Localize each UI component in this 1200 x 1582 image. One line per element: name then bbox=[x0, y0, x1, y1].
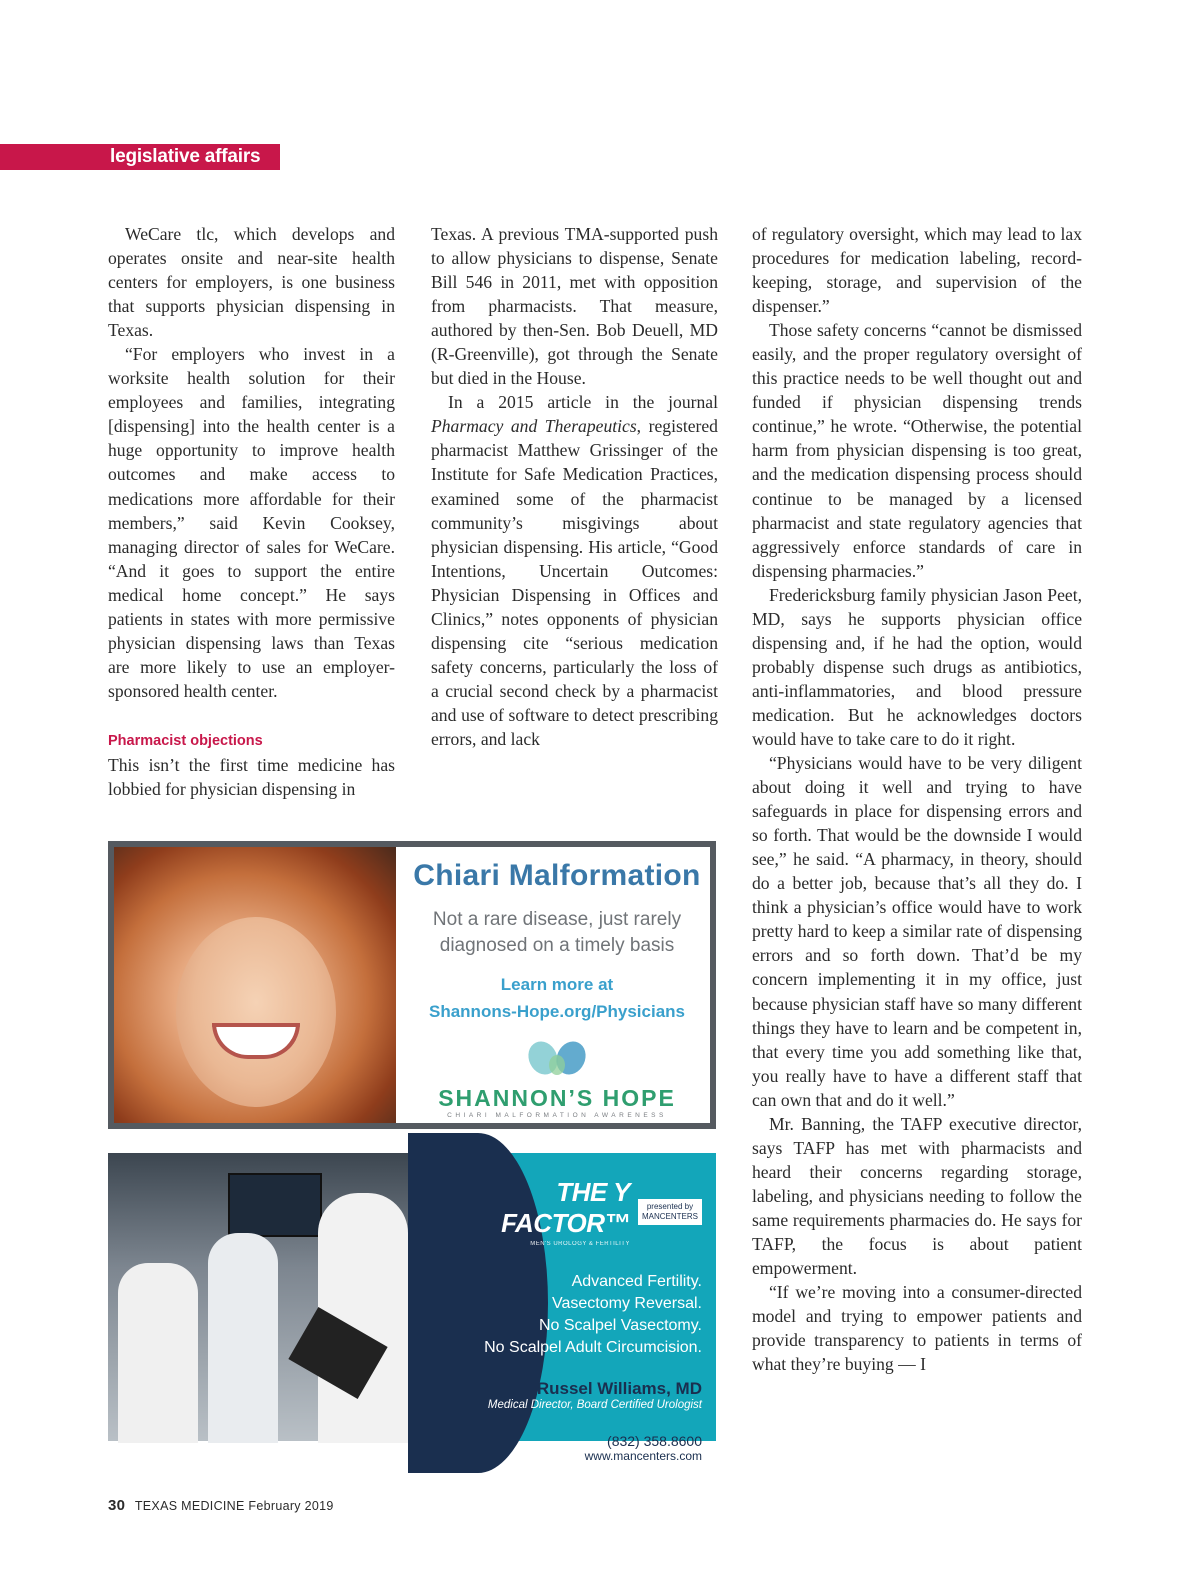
ad-tagline: CHIARI MALFORMATION AWARENESS bbox=[447, 1112, 667, 1119]
woman-portrait-image bbox=[114, 847, 396, 1123]
mancenters-advertisement[interactable] bbox=[108, 1153, 716, 1463]
ad-title: Chiari Malformation bbox=[413, 859, 701, 892]
ad-link[interactable]: Shannons-Hope.org/Physicians bbox=[429, 1002, 685, 1021]
section-banner bbox=[0, 144, 280, 170]
article-column-1 bbox=[108, 222, 395, 801]
subheading: Pharmacist objections bbox=[108, 732, 263, 749]
publication-name: TEXAS MEDICINE bbox=[134, 1499, 245, 1513]
ad-link[interactable]: www.mancenters.com bbox=[584, 1449, 702, 1463]
paragraph: Fredericksburg family physician Jason Peet, MD, says he supports physician office dispensing and, if he had the option, would probably dispense such drugs as antibiotics, anti-inflammatories, and blood pressure medication. But he acknowledges doctors would have to take care to do it right. bbox=[752, 584, 1082, 749]
paragraph: “Physicians would have to be very diligent about doing it well and trying to have safeguards in place for dispensing errors and so forth. That would be the downside I would see,” he said. “A pharmacy, in theory, should do a better job, because that’s all they do. I think a physician’s office would have to work pretty hard to keep a similar rate of dispensing errors and so forth down. That’d be my concern implementing it in my office, just because physician staff have so many different things they have to learn and be competent in, that every time you add something like that, you really have to have a different staff that can own that and do it well.” bbox=[752, 753, 1082, 1110]
paragraph: of regulatory oversight, which may lead to lax procedures for medication labeling, record-keeping, storage, and supervision of the dispenser.” bbox=[752, 224, 1082, 317]
ad-phone[interactable]: (832) 358.8600 bbox=[607, 1433, 702, 1449]
paragraph: Those safety concerns “cannot be dismissed easily, and the proper regulatory oversight of this practice needs to be well thought out and funded if physician dispensing trends continue,” he wrote. “Otherwise, the potential harm from physician dispensing is too great, and the medication dispensing process should continue to be managed by a licensed pharmacist and state regulatory agencies that aggressively enforce standards of care in dispensing pharmacies.” bbox=[752, 320, 1082, 581]
paragraph-text: , registered pharmacist Matthew Grissinger of the Institute for Safe Medication Practices, examined some of the pharmacist community’s misgivings about physician dispensing. His article, “Good Intentions, Uncertain Outcomes: Physician Dispensing in Offices and Clinics,” notes opponents of physician dispensing cite “serious medication safety concerns, particularly the loss of a crucial second check by a pharmacist and use of software to detect prescribing errors, and lack bbox=[431, 416, 718, 749]
paragraph: “For employers who invest in a worksite health solution for their employees and families, integrating [dispensing] into the health center is a huge opportunity to improve health outcomes and make access to medications more affordable for their members,” said Kevin Cooksey, managing director of sales for WeCare. “And it goes to support the entire medical home concept.” He says patients in states with more permissive physician dispensing laws than Texas are more likely to use an employer-sponsored health center. bbox=[108, 344, 395, 701]
butterfly-logo-icon bbox=[527, 1037, 587, 1079]
issue-date: February 2019 bbox=[248, 1499, 334, 1513]
article-column-2 bbox=[431, 222, 718, 751]
paragraph: Texas. A previous TMA-supported push to allow physicians to dispense, Senate Bill 546 in 2011, met with opposition from pharmacists. That measure, authored by then-Sen. Bob Deuell, MD (R-Greenville), got through the Senate but died in the House. bbox=[431, 224, 718, 389]
ad-subtitle: diagnosed on a timely basis bbox=[439, 935, 675, 956]
section-label: legislative affairs bbox=[110, 146, 261, 167]
ad-learn-more: Learn more at bbox=[500, 975, 614, 994]
paragraph-text: In a 2015 article in the journal bbox=[448, 392, 718, 413]
ad-presenter: MANCENTERS bbox=[641, 1212, 698, 1221]
ad-doctor-role: Medical Director, Board Certified Urologist bbox=[487, 1399, 702, 1411]
ad-doctor-name: Russel Williams, MD bbox=[536, 1379, 702, 1398]
service-item: Advanced Fertility. bbox=[571, 1273, 702, 1290]
service-item: No Scalpel Vasectomy. bbox=[538, 1317, 702, 1334]
chiari-advertisement[interactable] bbox=[108, 841, 716, 1129]
ad-subtitle: Not a rare disease, just rarely bbox=[432, 909, 682, 930]
paragraph bbox=[431, 390, 718, 751]
ad-brand: SHANNON’S HOPE bbox=[438, 1085, 676, 1111]
ad-logo: THE Y FACTOR™ bbox=[501, 1177, 630, 1238]
page-footer bbox=[108, 1497, 334, 1514]
ad-presented-by: presented by bbox=[646, 1202, 694, 1211]
service-item: Vasectomy Reversal. bbox=[552, 1295, 702, 1312]
article-column-3 bbox=[752, 222, 1082, 1376]
paragraph: This isn’t the first time medicine has lobbied for physician dispensing in bbox=[108, 754, 395, 799]
paragraph: WeCare tlc, which develops and operates onsite and near-site health centers for employers, is one business that supports physician dispensing in Texas. bbox=[108, 224, 395, 341]
ad-logo-sub: MEN'S UROLOGY & FERTILITY bbox=[530, 1241, 630, 1247]
service-item: No Scalpel Adult Circumcision. bbox=[484, 1339, 702, 1356]
journal-title: Pharmacy and Therapeutics bbox=[431, 416, 637, 437]
paragraph: Mr. Banning, the TAFP executive director, says TAFP has met with pharmacists and heard their concerns regarding storage, labeling, and physicians needing to follow the same requirements pharmacies do. He says for TAFP, the focus is about patient empowerment. bbox=[752, 1113, 1082, 1279]
page-number: 30 bbox=[108, 1497, 126, 1514]
paragraph: “If we’re moving into a consumer-directed model and trying to empower patients and provide transparency to patients in terms of what they’re buying — I bbox=[752, 1282, 1082, 1375]
